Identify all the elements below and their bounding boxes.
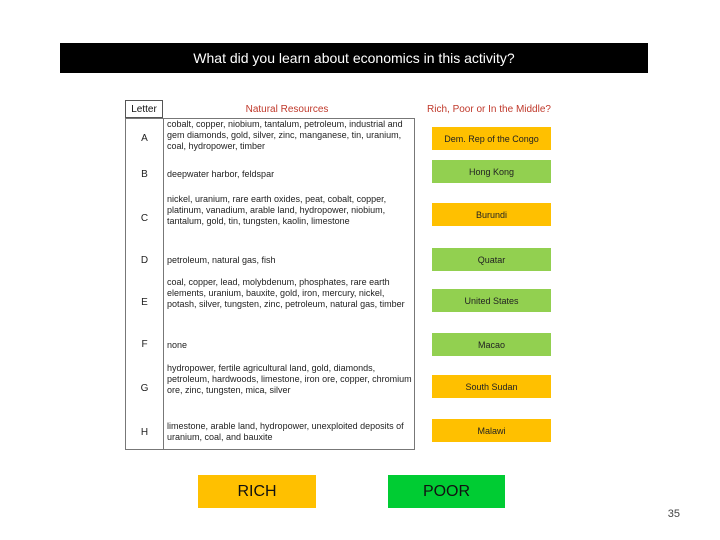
- row-letter-d: D: [140, 255, 149, 266]
- row-letter-g: G: [140, 383, 149, 394]
- row-resources-g: hydropower, fertile agricultural land, gold, diamonds, petroleum, hardwoods, limestone, iron ore, copper, chromium ore, zinc, tungsten, mica, silver: [167, 363, 412, 396]
- country-badge-d: Quatar: [432, 248, 551, 271]
- row-resources-f: none: [167, 340, 188, 350]
- header-letter: Letter: [125, 100, 163, 118]
- row-resources-e: coal, copper, lead, molybdenum, phosphates, rare earth elements, uranium, bauxite, gold, iron, mercury, nickel, potash, silver, tungsten, zinc, petroleum, natural gas, timber: [167, 277, 405, 310]
- row-resources-h: limestone, arable land, hydropower, unexploited deposits of uranium, coal, and bauxite: [167, 421, 404, 443]
- row-letter-c: C: [140, 213, 149, 224]
- row-letter-h: H: [140, 427, 149, 438]
- country-badge-f: Macao: [432, 333, 551, 356]
- row-letter-e: E: [141, 297, 148, 308]
- country-badge-c: Burundi: [432, 203, 551, 226]
- legend-rich: RICH: [198, 475, 316, 508]
- country-badge-a: Dem. Rep of the Congo: [432, 127, 551, 150]
- row-letter-a: A: [141, 133, 148, 144]
- slide-title: What did you learn about economics in this activity?: [60, 43, 648, 73]
- country-badge-h: Malawi: [432, 419, 551, 442]
- resources-table: [125, 118, 415, 450]
- row-letter-f: F: [141, 339, 148, 350]
- row-resources-c: nickel, uranium, rare earth oxides, peat, cobalt, copper, platinum, vanadium, arable land, hydropower, niobium, tantalum, gold, tin, tungsten, kaolin, limestone: [167, 194, 387, 227]
- country-badge-g: South Sudan: [432, 375, 551, 398]
- row-resources-a: cobalt, copper, niobium, tantalum, petroleum, industrial and gem diamonds, gold, silver, zinc, manganese, tin, uranium, coal, hydropower, timber: [167, 119, 403, 152]
- header-classification: Rich, Poor or In the Middle?: [427, 103, 551, 115]
- row-letter-b: B: [141, 169, 148, 180]
- legend-poor: POOR: [388, 475, 505, 508]
- row-resources-d: petroleum, natural gas, fish: [167, 255, 276, 265]
- country-badge-e: United States: [432, 289, 551, 312]
- country-badge-b: Hong Kong: [432, 160, 551, 183]
- header-natural-resources: Natural Resources: [245, 103, 329, 115]
- row-resources-b: deepwater harbor, feldspar: [167, 169, 275, 179]
- page-number: 35: [667, 508, 680, 520]
